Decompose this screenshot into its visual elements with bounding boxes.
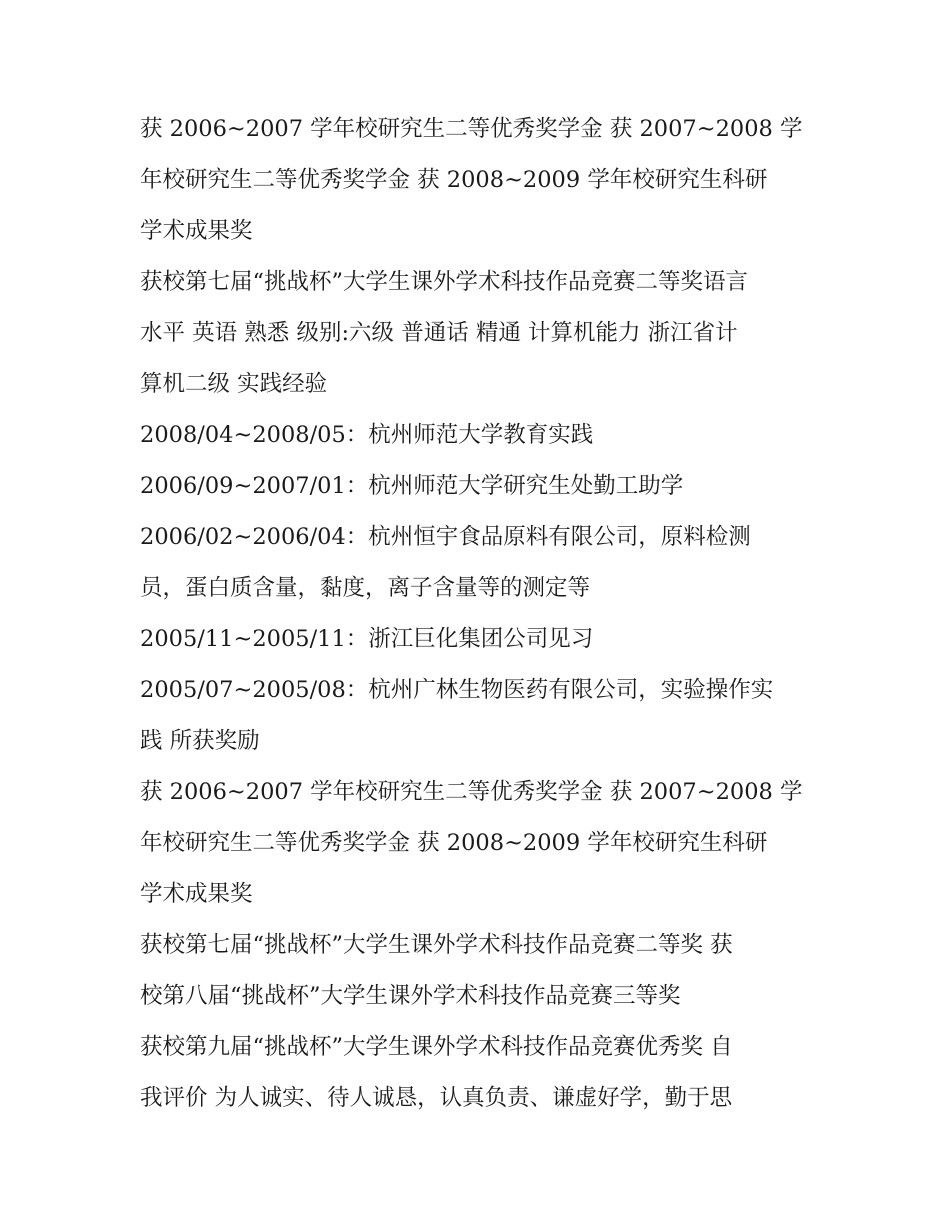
paragraph-scholarships-2 — [140, 767, 820, 920]
text-line: 我评价 为人诚实、待人诚恳，认真负责、谦虚好学，勤于思 — [140, 1085, 733, 1111]
text-line: 践 所获奖励 — [140, 728, 260, 754]
text-line: 员，蛋白质含量，黏度，离子含量等的测定等 — [140, 575, 591, 601]
text-line: 获 2006~2007 学年校研究生二等优秀奖学金 获 2007~2008 学 — [140, 116, 803, 142]
text-line: 获校第九届“挑战杯”大学生课外学术科技作品竞赛优秀奖 自 — [140, 1034, 733, 1060]
text-line: 校第八届“挑战杯”大学生课外学术科技作品竞赛三等奖 — [140, 983, 681, 1009]
paragraph-scholarships-1 — [140, 104, 820, 257]
paragraph-experience-education-practice — [140, 410, 820, 461]
paragraph-challenge-cup-language — [140, 257, 820, 410]
text-line: 学术成果奖 — [140, 218, 253, 244]
text-line: 年校研究生二等优秀奖学金 获 2008~2009 学年校研究生科研 — [140, 167, 768, 193]
document-body — [140, 104, 820, 1124]
paragraph-experience-work-study — [140, 461, 820, 512]
text-line: 水平 英语 熟悉 级别:六级 普通话 精通 计算机能力 浙江省计 — [140, 320, 738, 346]
paragraph-self-evaluation — [140, 1022, 820, 1124]
text-line: 2005/07~2005/08：杭州广林生物医药有限公司，实验操作实 — [140, 677, 774, 703]
text-line: 2006/02~2006/04：杭州恒宇食品原料有限公司，原料检测 — [140, 524, 751, 550]
paragraph-challenge-cup-awards — [140, 920, 820, 1022]
text-line: 2005/11~2005/11：浙江巨化集团公司见习 — [140, 626, 594, 652]
paragraph-experience-juhua-internship — [140, 614, 820, 665]
text-line: 年校研究生二等优秀奖学金 获 2008~2009 学年校研究生科研 — [140, 830, 768, 856]
text-line: 算机二级 实践经验 — [140, 371, 328, 397]
paragraph-experience-biopharma — [140, 665, 820, 767]
text-line: 学术成果奖 — [140, 881, 253, 907]
text-line: 2008/04~2008/05：杭州师范大学教育实践 — [140, 422, 594, 448]
text-line: 获 2006~2007 学年校研究生二等优秀奖学金 获 2007~2008 学 — [140, 779, 803, 805]
paragraph-experience-food-materials — [140, 512, 820, 614]
text-line: 获校第七届“挑战杯”大学生课外学术科技作品竞赛二等奖 获 — [140, 932, 733, 958]
text-line: 2006/09~2007/01：杭州师范大学研究生处勤工助学 — [140, 473, 684, 499]
text-line: 获校第七届“挑战杯”大学生课外学术科技作品竞赛二等奖语言 — [140, 269, 749, 295]
